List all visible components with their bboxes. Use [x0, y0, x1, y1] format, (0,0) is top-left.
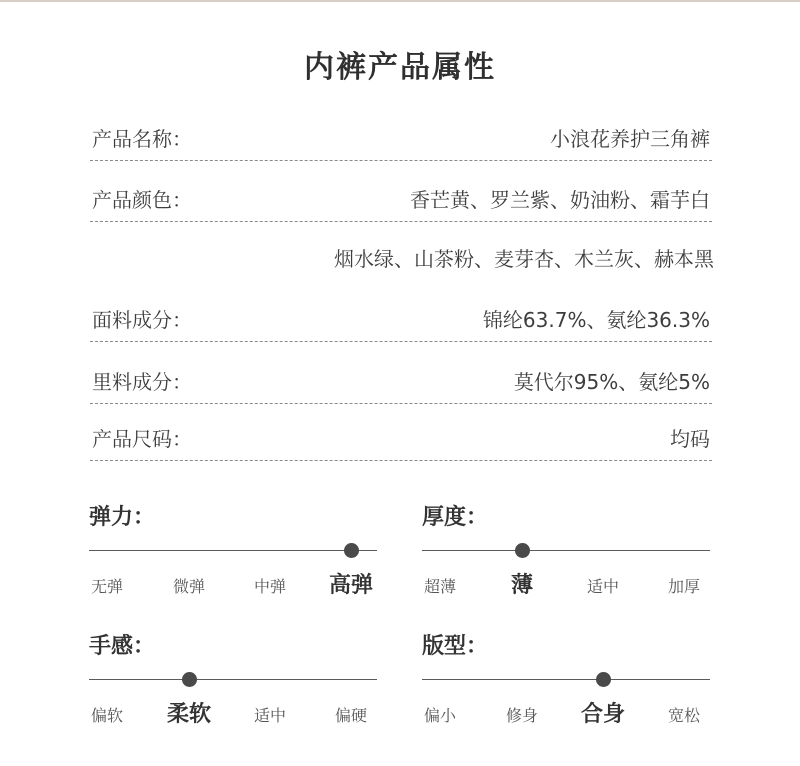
- scale-track: [422, 550, 710, 551]
- attribute-value: 小浪花养护三角裤: [550, 127, 710, 151]
- scale-option: 合身: [580, 702, 625, 727]
- scale-option: 中弹: [253, 577, 286, 596]
- attribute-row-size: [90, 420, 712, 461]
- scale-option: 适中: [586, 577, 619, 596]
- attribute-label: 面料成分：: [92, 308, 192, 332]
- attribute-value: 香芒黄、罗兰紫、奶油粉、霜芋白: [410, 188, 710, 212]
- scale-track: [89, 550, 377, 551]
- scale-indicator: [182, 672, 197, 687]
- fit-scale: [422, 629, 712, 749]
- attribute-label: 产品尺码：: [92, 427, 192, 451]
- scale-title: 版型：: [422, 634, 489, 659]
- attribute-row-color-continued: [90, 236, 714, 276]
- attribute-value: 锦纶63.7%、氨纶36.3%: [482, 308, 710, 332]
- scale-option: 偏硬: [334, 706, 367, 725]
- scale-indicator: [344, 543, 359, 558]
- scale-option: 超薄: [423, 577, 456, 596]
- elasticity-scale: [89, 500, 379, 620]
- scale-track: [89, 679, 377, 680]
- attribute-row-color: [90, 181, 712, 222]
- attribute-value: 烟水绿、山茶粉、麦芽杏、木兰灰、赫本黑: [334, 247, 714, 271]
- attribute-value: 莫代尔95%、氨纶5%: [513, 370, 710, 394]
- scale-title: 手感：: [89, 634, 156, 659]
- scale-option: 无弹: [90, 577, 123, 596]
- scale-option: 高弹: [328, 573, 373, 598]
- attribute-label: 里料成分：: [92, 370, 192, 394]
- scale-option: 微弹: [172, 577, 205, 596]
- scale-indicator: [596, 672, 611, 687]
- attribute-row-fabric: [90, 301, 712, 342]
- page-title: 内裤产品属性: [304, 50, 496, 85]
- scale-title: 厚度：: [422, 505, 489, 530]
- scale-option: 偏软: [90, 706, 123, 725]
- scale-track: [422, 679, 710, 680]
- feel-scale: [89, 629, 379, 749]
- attribute-row-lining: [90, 363, 712, 404]
- attribute-value: 均码: [670, 427, 710, 451]
- attribute-row-name: [90, 120, 712, 161]
- attribute-label: 产品名称：: [92, 127, 192, 151]
- scale-title: 弹力：: [89, 505, 156, 530]
- attribute-label: 产品颜色：: [92, 188, 192, 212]
- scale-indicator: [515, 543, 530, 558]
- scale-option: 薄: [510, 573, 533, 598]
- thickness-scale: [422, 500, 712, 620]
- scale-option: 偏小: [423, 706, 456, 725]
- scale-option: 加厚: [667, 577, 700, 596]
- scale-option: 修身: [505, 706, 538, 725]
- scale-option: 适中: [253, 706, 286, 725]
- scale-option: 柔软: [166, 702, 211, 727]
- scale-option: 宽松: [667, 706, 700, 725]
- top-divider: [0, 0, 800, 2]
